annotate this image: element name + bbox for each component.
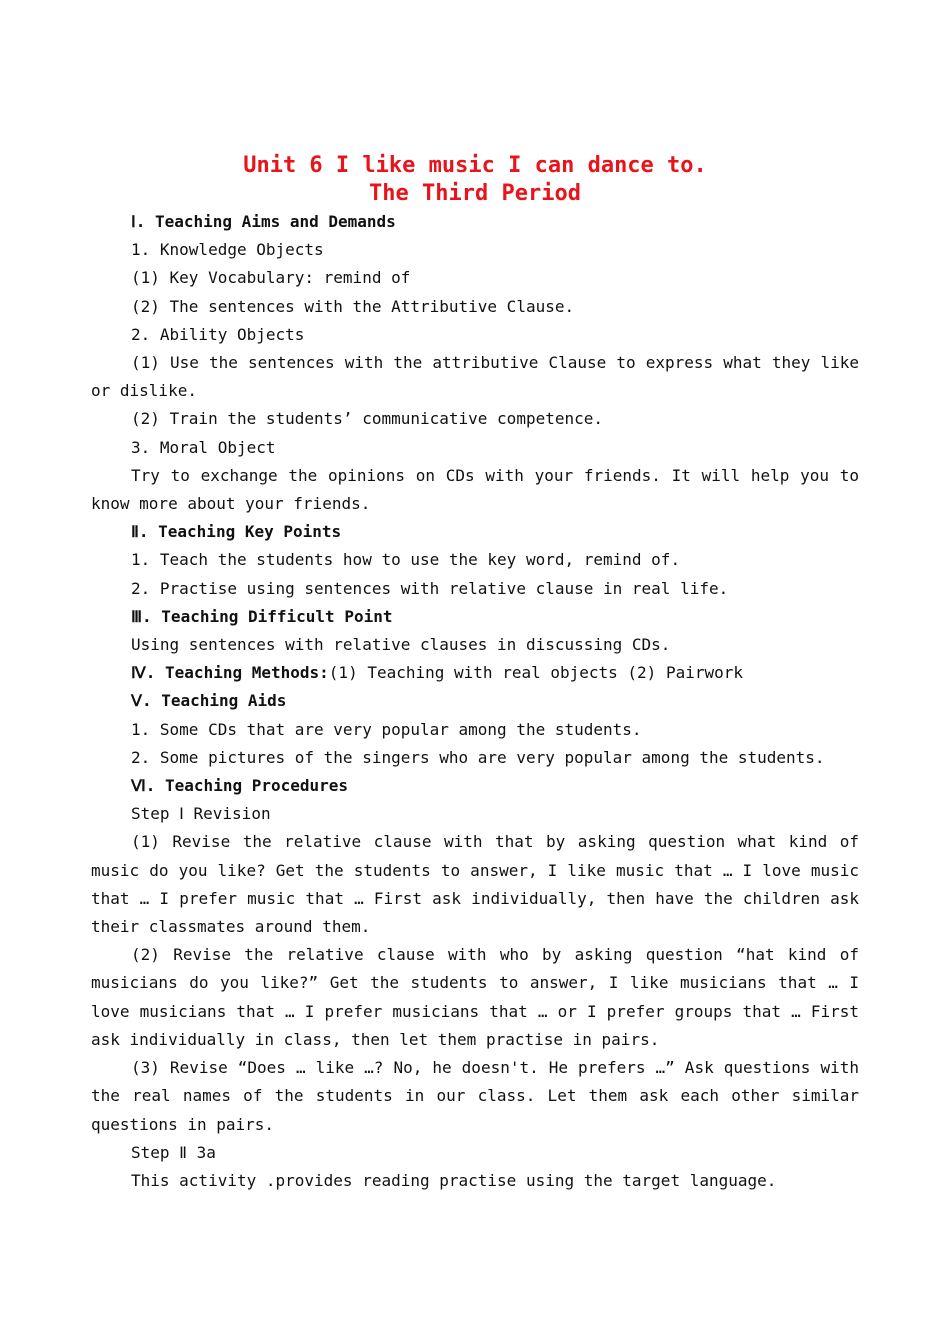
methods-text: (1) Teaching with real objects (2) Pairwork bbox=[328, 663, 744, 683]
paragraph: (2) The sentences with the Attributive Clause. bbox=[131, 296, 575, 316]
step-heading: Step Ⅱ 3a bbox=[131, 1142, 216, 1162]
section-methods-line bbox=[91, 659, 859, 687]
document-page bbox=[91, 150, 859, 1195]
section-heading-key-points: Ⅱ. Teaching Key Points bbox=[131, 522, 342, 542]
paragraph: (2) Train the students’ communicative competence. bbox=[131, 409, 604, 429]
paragraph: (1) Key Vocabulary: remind of bbox=[131, 268, 411, 288]
section-heading-aids: Ⅴ. Teaching Aids bbox=[131, 691, 287, 711]
paragraph: 2. Some pictures of the singers who are very popular among the students. bbox=[131, 747, 825, 767]
paragraph: 2. Ability Objects bbox=[131, 324, 305, 344]
paragraph: 3. Moral Object bbox=[131, 437, 276, 457]
section-heading-aims: Ⅰ. Teaching Aims and Demands bbox=[131, 212, 396, 231]
paragraph: (1) Revise the relative clause with that by asking question what kind of music do you like? Get the students to answer, I like music that … I love music that … I prefer music that … First ask individually, then have the children ask their classmates around them. bbox=[91, 832, 859, 937]
paragraph: (1) Use the sentences with the attributive Clause to express what they like or dislike. bbox=[91, 353, 859, 401]
paragraph: This activity .provides reading practise using the target language. bbox=[131, 1170, 777, 1190]
step-heading: Step Ⅰ Revision bbox=[131, 804, 271, 824]
paragraph: Using sentences with relative clauses in discussing CDs. bbox=[131, 635, 671, 655]
paragraph: (2) Revise the relative clause with who by asking question “hat kind of musicians do you like?” Get the students to answer, I like musicians that … I love musicians that … I prefer musicians that … or I prefer groups that … First ask individually in class, then let them practise in pairs. bbox=[91, 945, 859, 1049]
section-heading-difficult-point: Ⅲ. Teaching Difficult Point bbox=[131, 606, 393, 626]
title-line-1: Unit 6 I like music I can dance to. bbox=[243, 153, 707, 178]
paragraph: Try to exchange the opinions on CDs with your friends. It will help you to know more about your friends. bbox=[91, 465, 859, 514]
section-heading-methods: Ⅳ. Teaching Methods: bbox=[131, 663, 329, 683]
section-heading-procedures: Ⅵ. Teaching Procedures bbox=[131, 776, 349, 796]
paragraph: (3) Revise “Does … like …? No, he doesn't. He prefers …” Ask questions with the real names of the students in our class. Let them ask each other similar questions in pairs. bbox=[91, 1058, 859, 1134]
paragraph: 1. Teach the students how to use the key word, remind of. bbox=[131, 550, 681, 570]
paragraph: 2. Practise using sentences with relative clause in real life. bbox=[131, 578, 729, 598]
title-line-2: The Third Period bbox=[369, 181, 581, 206]
paragraph: 1. Knowledge Objects bbox=[131, 240, 324, 260]
paragraph: 1. Some CDs that are very popular among the students. bbox=[131, 719, 642, 739]
